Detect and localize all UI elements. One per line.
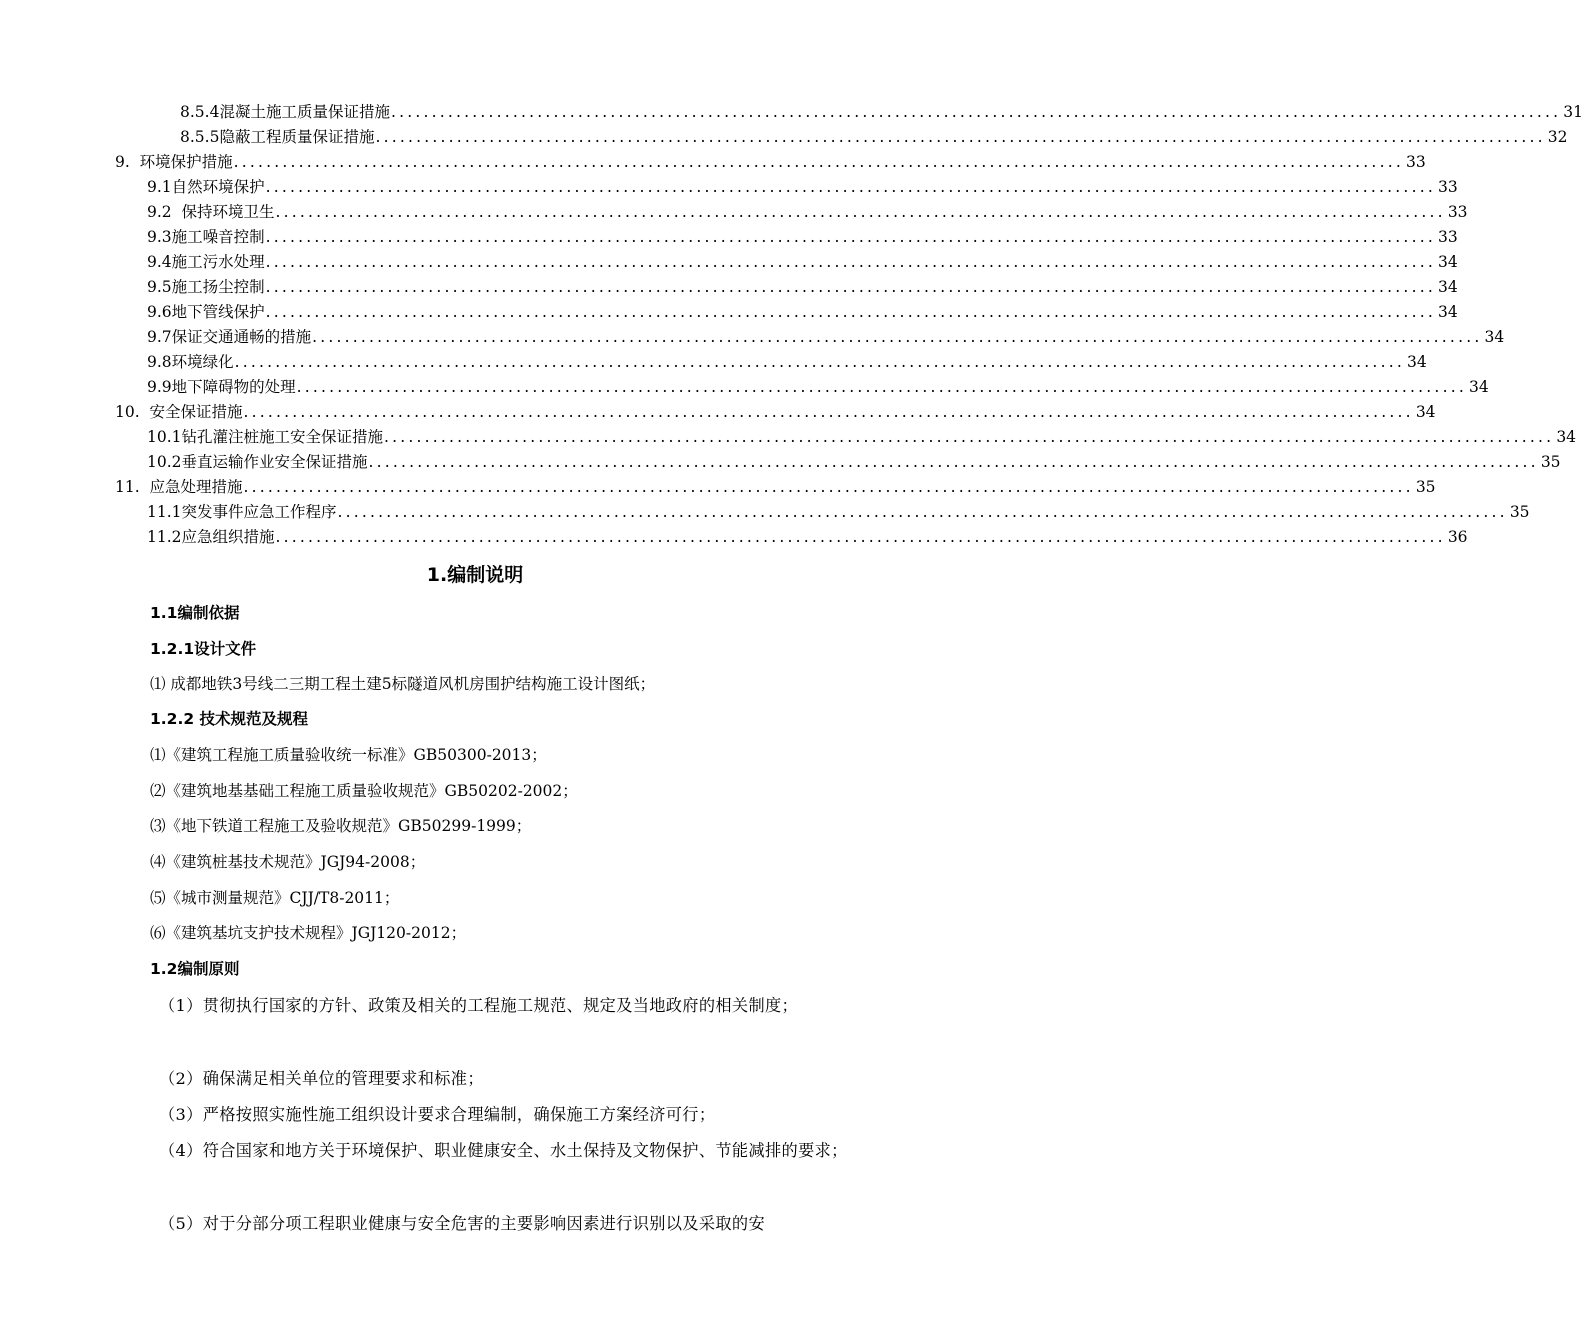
toc-entry[interactable] xyxy=(180,125,1568,150)
toc-entry-page: 34 xyxy=(1437,303,1458,321)
toc-entry[interactable] xyxy=(115,475,1436,500)
toc-entry-label: 9.1自然环境保护 xyxy=(147,178,265,196)
toc-entry[interactable] xyxy=(147,350,1427,375)
standard-item: ⑶《地下铁道工程施工及验收规范》GB50299-1999； xyxy=(150,817,532,835)
toc-entry-label: 9.4施工污水处理 xyxy=(147,253,265,271)
toc-entry-page: 33 xyxy=(1405,153,1426,171)
toc-entry-label: 9.2 保持环境卫生 xyxy=(147,203,275,221)
toc-entry-label: 9.5施工扬尘控制 xyxy=(147,278,265,296)
toc-entry[interactable] xyxy=(147,450,1561,475)
toc-entry[interactable] xyxy=(147,200,1468,225)
toc-entry[interactable] xyxy=(180,100,1583,125)
toc-entry-label: 9.8环境绿化 xyxy=(147,353,234,371)
toc-entry-label: 8.5.4混凝土施工质量保证措施 xyxy=(180,103,390,121)
toc-entry[interactable] xyxy=(115,400,1436,425)
toc-entry-page: 34 xyxy=(1556,428,1577,446)
standard-item: ⑹《建筑基坑支护技术规程》JGJ120-2012； xyxy=(150,924,467,942)
toc-entry[interactable] xyxy=(147,250,1458,275)
toc-leader-dots: ................................................................................................................................................ xyxy=(375,128,1546,146)
toc-entry-page: 31 xyxy=(1563,103,1583,121)
toc-entry-page: 33 xyxy=(1437,228,1458,246)
principle-paragraph: （3）严格按照实施性施工组织设计要求合理编制，确保施工方案经济可行； xyxy=(159,1105,716,1124)
toc-leader-dots: ................................................................................................................................................ xyxy=(265,228,1436,246)
toc-entry[interactable] xyxy=(147,500,1530,525)
principle-paragraph: （4）符合国家和地方关于环境保护、职业健康安全、水土保持及文物保护、节能减排的要求； xyxy=(159,1141,848,1160)
toc-entry-page: 34 xyxy=(1406,353,1427,371)
toc-entry-page: 34 xyxy=(1437,253,1458,271)
toc-entry-page: 34 xyxy=(1468,378,1489,396)
toc-leader-dots: ................................................................................................................................................ xyxy=(368,453,1539,471)
standard-item: ⑴《建筑工程施工质量验收统一标准》GB50300-2013； xyxy=(150,746,547,764)
toc-leader-dots: ................................................................................................................................................ xyxy=(337,503,1508,521)
toc-entry[interactable] xyxy=(147,525,1468,550)
toc-leader-dots: ................................................................................................................................................ xyxy=(390,103,1562,121)
toc-leader-dots: ................................................................................................................................................ xyxy=(265,253,1436,271)
toc-leader-dots: ................................................................................................................................................ xyxy=(312,328,1483,346)
toc-entry-page: 36 xyxy=(1447,528,1468,546)
principles-heading: 1.2编制原则 xyxy=(150,960,240,978)
toc-entry-page: 33 xyxy=(1437,178,1458,196)
toc-entry-page: 35 xyxy=(1509,503,1530,521)
design-docs-item: ⑴ 成都地铁3号线二三期工程土建5标隧道风机房围护结构施工设计图纸； xyxy=(150,675,656,693)
toc-entry[interactable] xyxy=(147,325,1505,350)
basis-heading: 1.1编制依据 xyxy=(150,604,240,622)
toc-leader-dots: ................................................................................................................................................ xyxy=(265,278,1436,296)
toc-leader-dots: ................................................................................................................................................ xyxy=(296,378,1467,396)
toc-entry-label: 11. 应急处理措施 xyxy=(115,478,243,496)
standard-item: ⑷《建筑桩基技术规范》JGJ94-2008； xyxy=(150,853,426,871)
toc-entry[interactable] xyxy=(147,300,1458,325)
toc-entry-label: 9.9地下障碍物的处理 xyxy=(147,378,296,396)
toc-entry-label: 8.5.5隐蔽工程质量保证措施 xyxy=(180,128,375,146)
standard-item: ⑸《城市测量规范》CJJ/T8-2011； xyxy=(150,889,400,907)
toc-leader-dots: ................................................................................................................................................ xyxy=(243,478,1414,496)
principle-paragraph: （2）确保满足相关单位的管理要求和标准； xyxy=(159,1069,484,1088)
toc-entry-label: 11.1突发事件应急工作程序 xyxy=(147,503,337,521)
toc-entry-page: 34 xyxy=(1437,278,1458,296)
toc-entry-page: 35 xyxy=(1415,478,1436,496)
toc-entry-label: 11.2应急组织措施 xyxy=(147,528,275,546)
toc-entry-page: 32 xyxy=(1547,128,1568,146)
toc-leader-dots: ................................................................................................................................................ xyxy=(265,178,1436,196)
toc-entry-label: 9.3施工噪音控制 xyxy=(147,228,265,246)
toc-entry[interactable] xyxy=(147,225,1458,250)
toc-entry-label: 9.7保证交通通畅的措施 xyxy=(147,328,312,346)
toc-entry-label: 9.6地下管线保护 xyxy=(147,303,265,321)
toc-entry[interactable] xyxy=(147,375,1489,400)
principle-paragraph: （5）对于分部分项工程职业健康与安全危害的主要影响因素进行识别以及采取的安 xyxy=(159,1214,765,1233)
toc-leader-dots: ................................................................................................................................................ xyxy=(384,428,1555,446)
toc-leader-dots: ................................................................................................................................................ xyxy=(233,153,1404,171)
toc-entry-label: 10.2垂直运输作业安全保证措施 xyxy=(147,453,368,471)
toc-leader-dots: ................................................................................................................................................ xyxy=(275,528,1446,546)
toc-entry-label: 10.1钻孔灌注桩施工安全保证措施 xyxy=(147,428,384,446)
toc-entry[interactable] xyxy=(147,175,1458,200)
toc-entry[interactable] xyxy=(115,150,1426,175)
toc-leader-dots: ................................................................................................................................................ xyxy=(265,303,1436,321)
toc-entry-page: 33 xyxy=(1447,203,1468,221)
toc-entry-page: 35 xyxy=(1540,453,1561,471)
toc-entry[interactable] xyxy=(147,275,1458,300)
design-docs-heading: 1.2.1设计文件 xyxy=(150,640,257,658)
standards-heading: 1.2.2 技术规范及规程 xyxy=(150,710,309,728)
principle-paragraph: （1）贯彻执行国家的方针、政策及相关的工程施工规范、规定及当地政府的相关制度； xyxy=(159,996,799,1015)
toc-entry-label: 10. 安全保证措施 xyxy=(115,403,243,421)
toc-leader-dots: ................................................................................................................................................ xyxy=(243,403,1414,421)
toc-entry-label: 9. 环境保护措施 xyxy=(115,153,233,171)
section-title: 1.编制说明 xyxy=(426,564,524,586)
standard-item: ⑵《建筑地基基础工程施工质量验收规范》GB50202-2002； xyxy=(150,782,578,800)
toc-entry-page: 34 xyxy=(1484,328,1505,346)
toc-entry-page: 34 xyxy=(1415,403,1436,421)
toc-leader-dots: ................................................................................................................................................ xyxy=(275,203,1446,221)
toc-entry[interactable] xyxy=(147,425,1577,450)
toc-leader-dots: ................................................................................................................................................ xyxy=(234,353,1405,371)
